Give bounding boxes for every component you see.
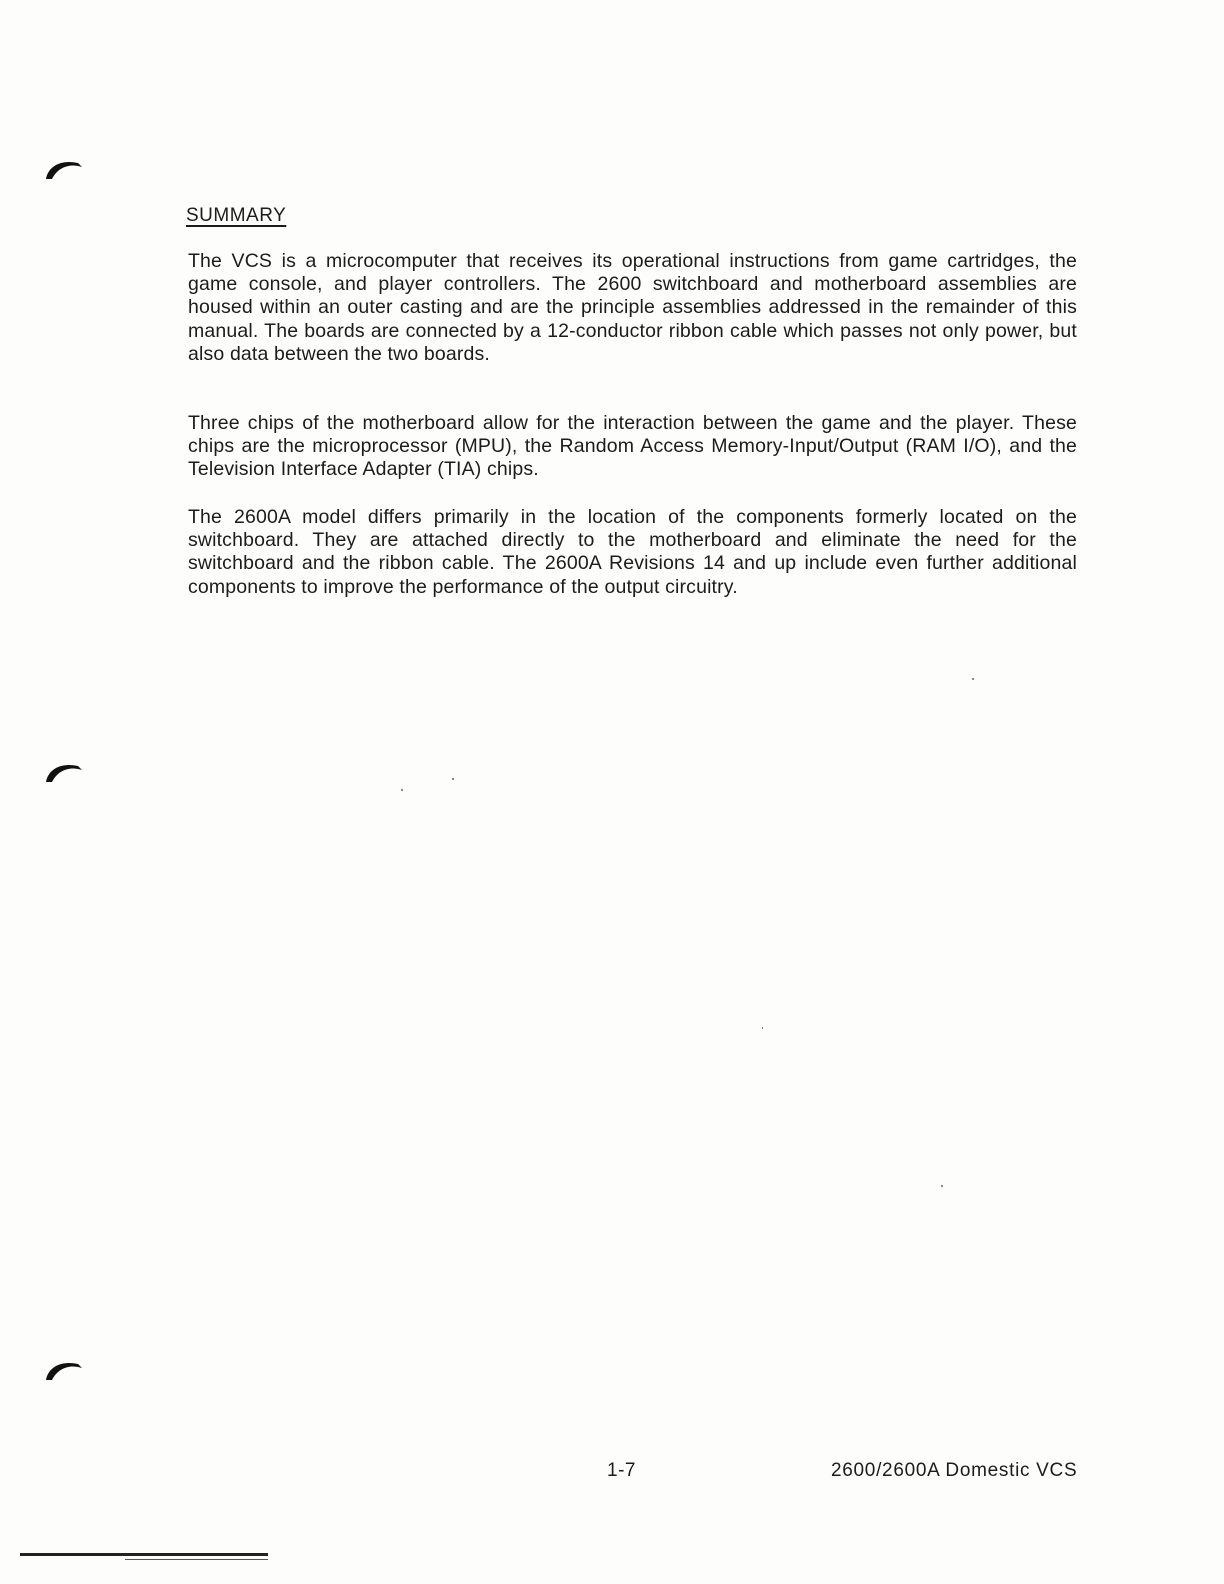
scan-speck bbox=[941, 1185, 943, 1187]
binder-hole-mark-icon bbox=[44, 760, 84, 782]
scan-speck bbox=[452, 778, 454, 780]
bottom-rule bbox=[20, 1553, 268, 1556]
document-title: 2600/2600A Domestic VCS bbox=[831, 1460, 1078, 1481]
paragraph-chips: Three chips of the motherboard allow for the interaction between the game and the player. These chips are the microprocessor (MPU), the Random Access Memory-Input/Output (RAM I/O), and the Television Interface Adapter (TIA) chips. bbox=[188, 412, 1077, 481]
binder-hole-mark-icon bbox=[44, 157, 84, 179]
binder-hole-mark-icon bbox=[44, 1358, 84, 1380]
paragraph-2600a-model: The 2600A model differs primarily in the location of the components formerly located on the switchboard. They are attached directly to the motherboard and eliminate the need for the switchboard and the ribbon cable. The 2600A Revisions 14 and up include even further additional components to improve the performance of the output circuitry. bbox=[188, 506, 1077, 598]
scan-speck bbox=[972, 678, 974, 680]
bottom-rule-thin bbox=[125, 1559, 268, 1560]
paragraph-overview: The VCS is a microcomputer that receives its operational instructions from game cartridges, the game console, and player controllers. The 2600 switchboard and motherboard assemblies are housed within an outer casting and are the principle assemblies addressed in the remainder of this manual. The boards are connected by a 12-conductor ribbon cable which passes not only power, but also data between the two boards. bbox=[188, 250, 1077, 365]
scan-speck bbox=[762, 1027, 763, 1029]
section-heading: SUMMARY bbox=[186, 205, 287, 226]
page-number: 1-7 bbox=[607, 1460, 636, 1481]
scan-speck bbox=[401, 789, 403, 791]
